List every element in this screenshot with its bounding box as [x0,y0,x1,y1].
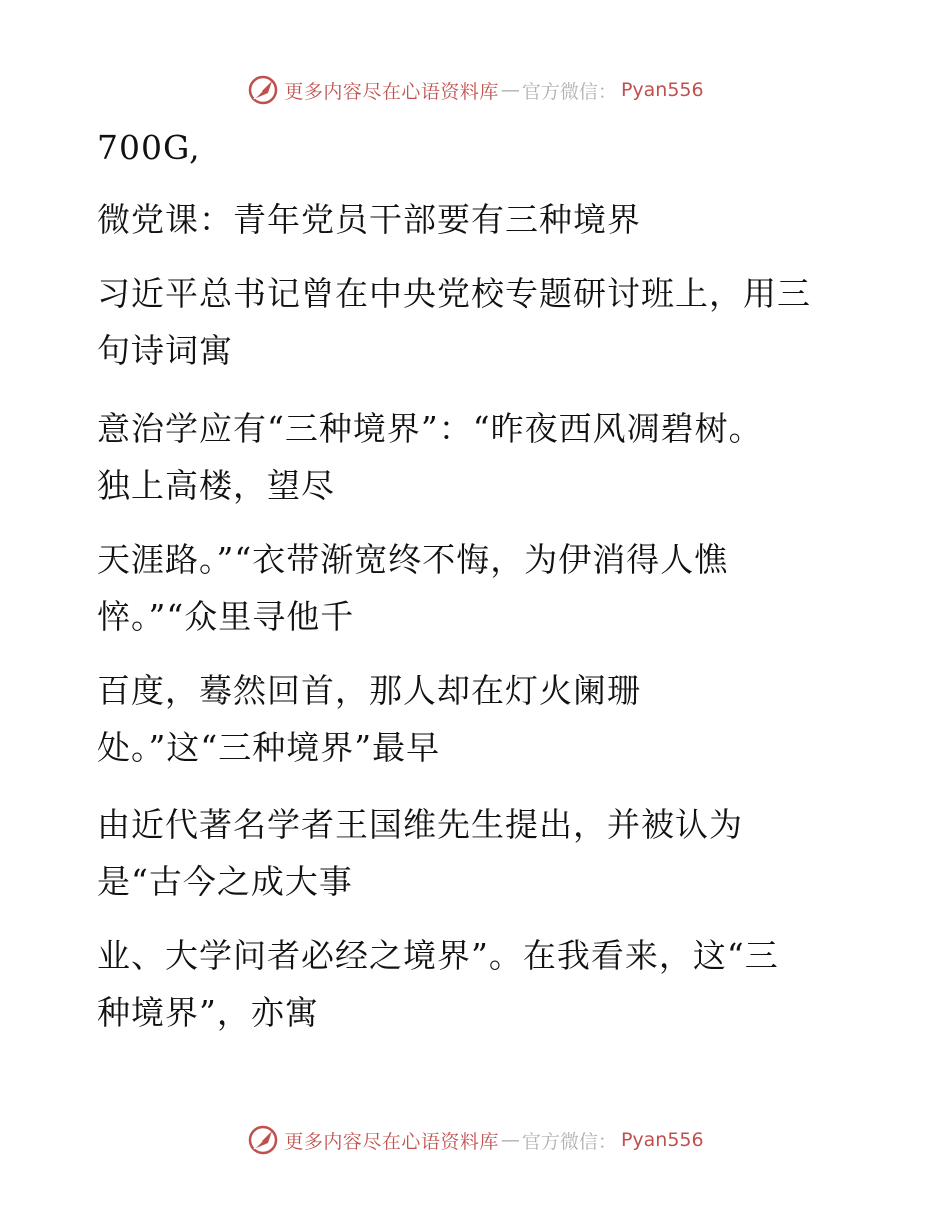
banner-wechat-id: Pyan556 [620,79,704,101]
doc-line: 句诗词寓 [97,331,233,370]
banner-wechat-id: Pyan556 [620,1129,704,1151]
quill-pen-circle-icon [246,1123,280,1157]
doc-line: 意治学应有“三种境界”：“昨夜西风凋碧树。 [97,409,763,448]
banner-wechat-label: 官方微信： [521,80,617,103]
footer-banner [0,1120,950,1160]
banner-brand-text: 更多内容尽在心语资料库 [284,80,499,103]
doc-line: 700G, [97,128,201,167]
doc-line: 天涯路。”“衣带渐宽终不悔，为伊消得人憔 [97,540,729,579]
doc-line: 悴。”“众里寻他千 [97,597,355,636]
banner-separator: — [500,1129,520,1151]
banner-wechat-label: 官方微信： [521,1130,617,1153]
doc-line: 百度，蓦然回首，那人却在灯火阑珊 [97,671,641,710]
doc-line: 业、大学问者必经之境界”。在我看来，这“三 [97,936,779,975]
doc-line: 习近平总书记曾在中央党校专题研讨班上，用三 [97,274,811,313]
doc-line: 是“古今之成大事 [97,862,353,901]
doc-line: 处。”这“三种境界”最早 [97,728,441,767]
banner-brand-text: 更多内容尽在心语资料库 [284,1130,499,1153]
doc-heading: 微党课：青年党员干部要有三种境界 [97,200,641,239]
header-banner [0,70,950,110]
doc-line: 独上高楼，望尽 [97,466,335,505]
doc-line: 种境界”，亦寓 [97,993,319,1032]
banner-separator: — [500,79,520,101]
doc-line: 由近代著名学者王国维先生提出，并被认为 [97,805,743,844]
quill-pen-circle-icon [246,73,280,107]
